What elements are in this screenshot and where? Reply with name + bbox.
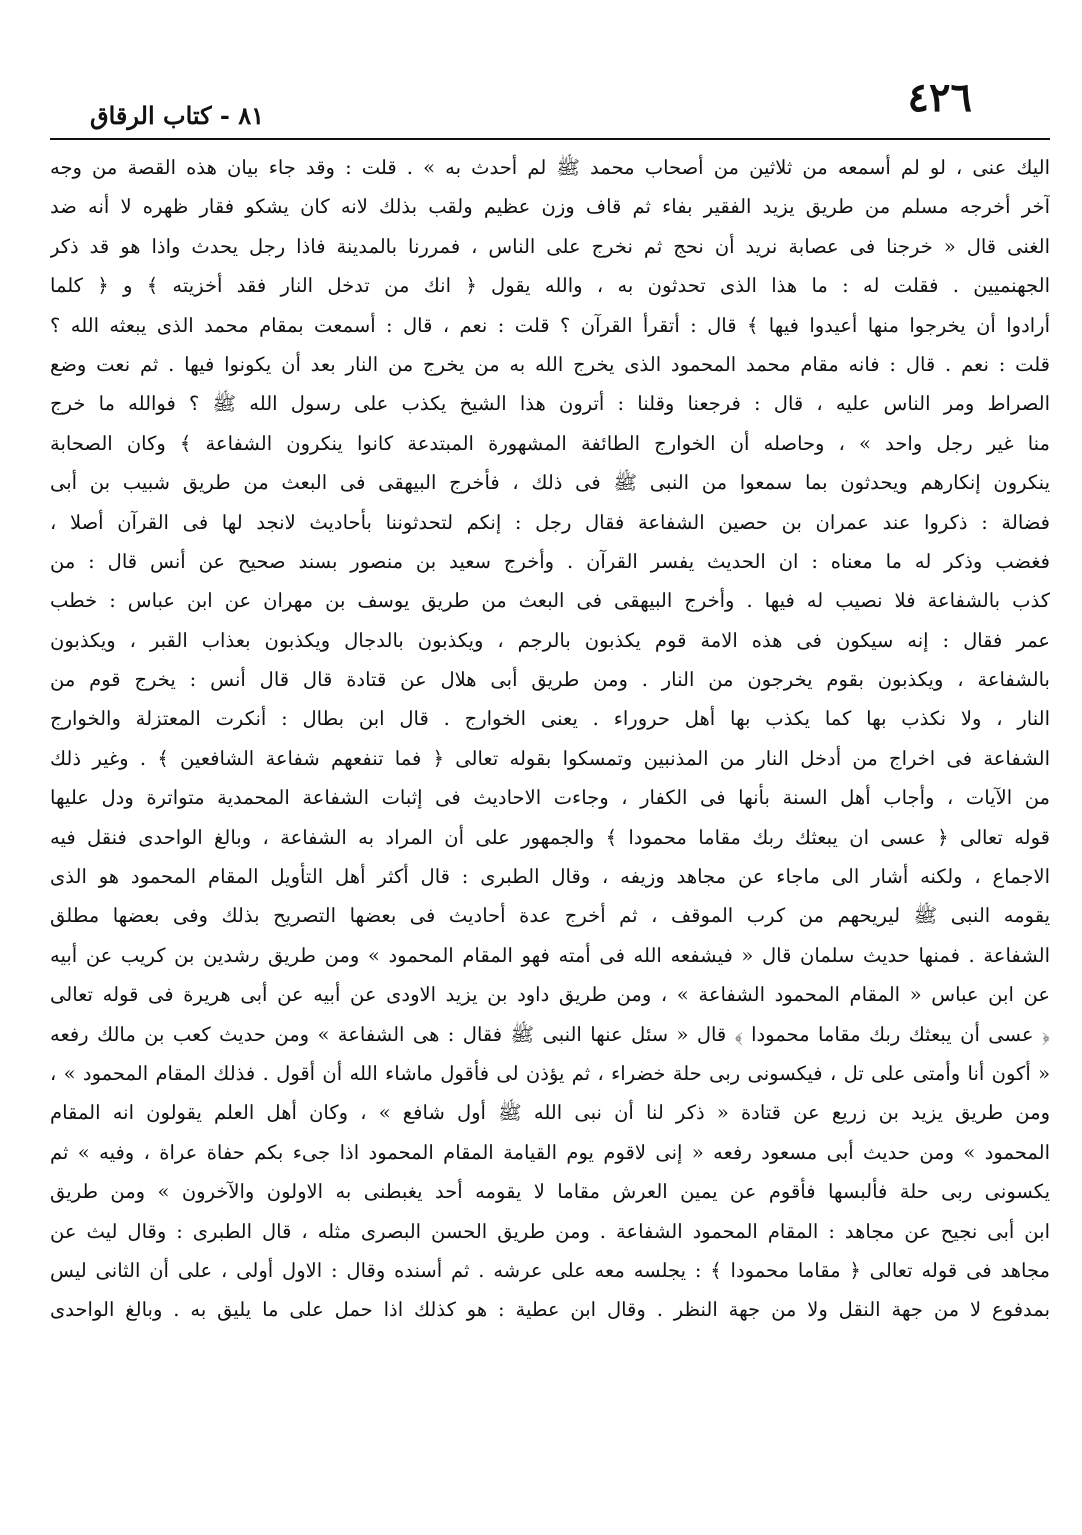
text-line: فغضب وذكر له ما معناه : ان الحديث يفسر القرآن . وأخرج سعيد بن منصور بسند صحيح عن أنس قال : من: [50, 549, 1050, 573]
text-line: عن ابن عباس « المقام المحمود الشفاعة » ، ومن طريق داود بن يزيد الاودى عن أبيه عن أبى هريرة فى قوله تعالى: [50, 983, 1050, 1007]
text-line: « أكون أنا وأمتى على تل ، فيكسونى ربى حلة خضراء ، ثم يؤذن لى فأقول ماشاء الله أن أقول . فذلك المقام المحمود » ،: [50, 1061, 1050, 1085]
text-line: المحمود » ومن حديث أبى مسعود رفعه « إنى لاقوم يوم القيامة المقام المحمود اذا جىء بكم حفاة عراة ، وفيه » ثم: [50, 1140, 1050, 1164]
text-line: من الآيات ، وأجاب أهل السنة بأنها فى الكفار ، وجاءت الاحاديث فى إثبات الشفاعة المحمدية متواترة ودل عليها: [50, 786, 1050, 810]
text-line: بالشفاعة ، ويكذبون بقوم يخرجون من النار . ومن طريق أبى هلال عن قتادة قال قال أنس : يخرج قوم من: [50, 668, 1050, 692]
text-line: كذب بالشفاعة فلا نصيب له فيها . وأخرج البيهقى فى البعث من طريق يوسف بن مهران عن ابن عباس : خطب: [50, 589, 1050, 613]
text-line: الشفاعة . فمنها حديث سلمان قال « فيشفعه الله فى أمته فهو المقام المحمود » ومن طريق رشدين بن كريب عن أبيه: [50, 943, 1050, 967]
page-header: [50, 70, 1050, 140]
text-line: ابن أبى نجيح عن مجاهد : المقام المحمود الشفاعة . ومن طريق الحسن البصرى مثله ، قال الطبرى : وقال ليث عن: [50, 1219, 1050, 1243]
text-line: قلت : نعم . قال : فانه مقام محمد المحمود الذى يخرج الله به من يخرج من النار بعد أن يكونوا فيها . ثم نعت وضع: [50, 352, 1050, 376]
text-line: الاجماع ، ولكنه أشار الى ماجاء عن مجاهد وزيفه ، وقال الطبرى : قال أكثر أهل التأويل المقام المحمود هو الذى: [50, 865, 1050, 889]
chapter-title: ٨١ - كتاب الرقاق: [90, 101, 265, 130]
text-line: بمدفوع لا من جهة النقل ولا من جهة النظر . وقال ابن عطية : هو كذلك اذا حمل على ما يليق به . وبالغ الواحدى: [50, 1298, 1050, 1322]
text-line: عمر فقال : إنه سيكون فى هذه الامة قوم يكذبون بالرجم ، ويكذبون بالدجال ويكذبون بعذاب القبر ، ويكذبون: [50, 628, 1050, 652]
book-page: [50, 70, 1050, 1330]
text-line: منا غير رجل واحد » ، وحاصله أن الخوارج الطائفة المشهورة المبتدعة كانوا ينكرون الشفاعة ﴾ وكان الصحابة: [50, 431, 1050, 455]
body-text: [50, 148, 1050, 1330]
text-line: يكسونى ربى حلة فألبسها فأقوم عن يمين العرش مقاما لا يقومه أحد يغبطنى به الاولون والآخرون » ومن طريق: [50, 1180, 1050, 1204]
text-line: الجهنميين . فقلت له : ما هذا الذى تحدثون به ، والله يقول ﴿ انك من تدخل النار فقد أخزيته ﴾ و ﴿ كلما: [50, 274, 1050, 298]
text-line: ﴿ عسى أن يبعثك ربك مقاما محمودا ﴾ قال « سئل عنها النبى ﷺ فقال : هى الشفاعة » ومن حديث كعب بن مالك رفعه: [50, 1022, 1050, 1046]
page-number: ٤٢٦: [907, 74, 972, 121]
text-line: النار ، ولا نكذب بها كما يكذب بها أهل حروراء . يعنى الخوارج . قال ابن بطال : أنكرت المعتزلة والخوارج: [50, 707, 1050, 731]
text-line: ومن طريق يزيد بن زريع عن قتادة « ذكر لنا أن نبى الله ﷺ أول شافع » ، وكان أهل العلم يقولون انه المقام: [50, 1101, 1050, 1125]
text-line: الشفاعة فى اخراج من أدخل النار من المذنبين وتمسكوا بقوله تعالى ﴿ فما تنفعهم شفاعة الشافعين ﴾ . وغير ذلك: [50, 746, 1050, 770]
text-line: الغنى قال « خرجنا فى عصابة نريد أن نحج ثم نخرج على الناس ، فمررنا بالمدينة فاذا رجل يحدث واذا هو قد ذكر: [50, 234, 1050, 258]
text-line: قوله تعالى ﴿ عسى ان يبعثك ربك مقاما محمودا ﴾ والجمهور على أن المراد به الشفاعة ، وبالغ الواحدى فنقل فيه: [50, 825, 1050, 849]
text-line: اليك عنى ، لو لم أسمعه من ثلاثين من أصحاب محمد ﷺ لم أحدث به » . قلت : وقد جاء بيان هذه القصة من وجه: [50, 156, 1050, 179]
text-line: أرادوا أن يخرجوا منها أعيدوا فيها ﴾ قال : أتقرأ القرآن ؟ قلت : نعم ، قال : أسمعت بمقام محمد الذى يبعثه الله ؟: [50, 313, 1050, 337]
text-line: يقومه النبى ﷺ ليريحهم من كرب الموقف ، ثم أخرج عدة أحاديث فى بعضها التصريح بذلك وفى بعضها مطلق: [50, 904, 1050, 928]
text-line: الصراط ومر الناس عليه ، قال : فرجعنا وقلنا : أترون هذا الشيخ يكذب على رسول الله ﷺ ؟ فوالله ما خرج: [50, 392, 1050, 416]
text-line: فضالة : ذكروا عند عمران بن حصين الشفاعة فقال رجل : إنكم لتحدثوننا بأحاديث لانجد لها فى القرآن أصلا ،: [50, 510, 1050, 534]
text-line: آخر أخرجه مسلم من طريق يزيد الفقير بفاء ثم قاف وزن عظيم ولقب بذلك لانه كان يشكو فقار ظهره لا أنه ضد: [50, 195, 1050, 219]
text-line: ينكرون إنكارهم ويحدثون بما سمعوا من النبى ﷺ فى ذلك ، فأخرج البيهقى فى البعث من طريق شبيب بن أبى: [50, 471, 1050, 495]
text-line: مجاهد فى قوله تعالى ﴿ مقاما محمودا ﴾ : يجلسه معه على عرشه . ثم أسنده وقال : الاول أولى ، على أن الثانى ليس: [50, 1258, 1050, 1282]
